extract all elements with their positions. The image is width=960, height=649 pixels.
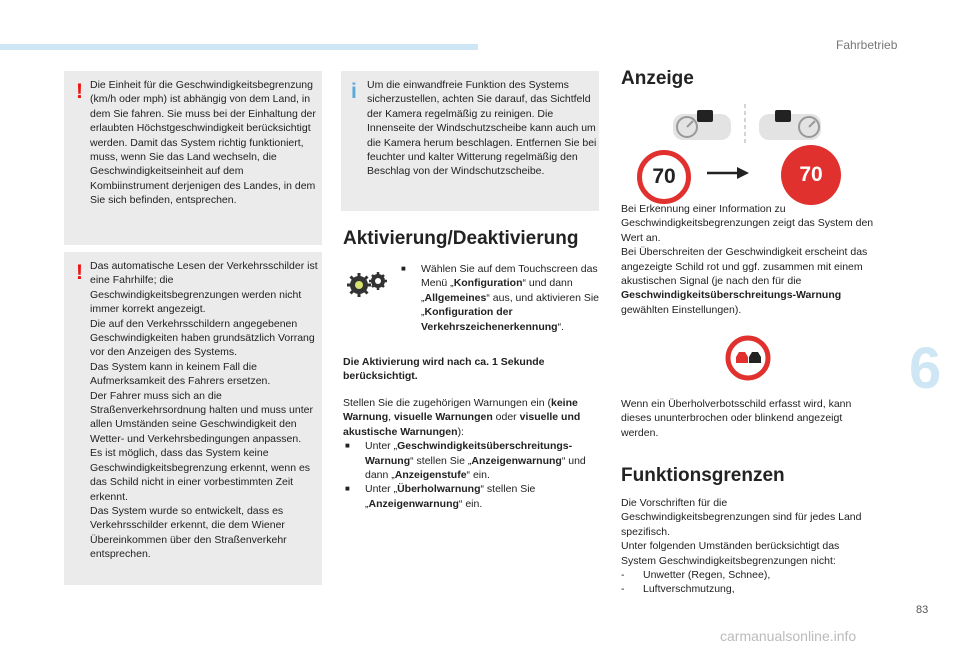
list-item: - Luftverschmutzung, <box>621 582 877 596</box>
activation-delay: Die Aktivierung wird nach ca. 1 Sekunde berücksichtigt. <box>343 356 545 383</box>
info-box-camera <box>341 71 599 211</box>
page-number: 83 <box>916 604 929 616</box>
paragraph: Bei Überschreiten der Geschwindigkeit erscheint das angezeigte Schild rot und ggf. zusammen mit einem akustischen Signal (je nach den für die Geschwindigkeitsüberschreitungs-Warnung gewählten Einstellungen). <box>621 246 868 316</box>
header-bar <box>0 44 478 50</box>
paragraph: Der Fahrer muss sich an die Straßenverkehrsordnung halten und muss unter allen Umständen seine Geschwindigkeit den Wetter- und Verkehrsbedingungen anpassen. <box>90 389 313 445</box>
list-item: - Unwetter (Regen, Schnee), <box>621 568 877 582</box>
paragraph: Die Vorschriften für die Geschwindigkeitsbegrenzungen sind für jedes Land spezifisch. <box>621 497 862 538</box>
info-text-camera: Um die einwandfreie Funktion des Systems sicherzustellen, achten Sie darauf, das Sichtfeld der Kamera regelmäßig zu reinigen. Die Innenseite der Windschutzscheibe kann auch um die Kamera herum beschlagen. Entfernen Sie bei feuchter und kalter Witterung regelmäßig den Beschlag von der Windschutzscheibe. <box>367 79 597 178</box>
no-overtaking-sign-icon <box>725 335 771 381</box>
paragraph: Unter folgenden Umständen berücksichtigt das System Geschwindigkeitsbegrenzungen nicht: <box>621 540 840 567</box>
heading-activation: Aktivierung/Deaktivierung <box>343 228 579 249</box>
paragraph: Das automatische Lesen der Verkehrsschilder ist eine Fahrhilfe; die Geschwindigkeitsbegrenzungen werden nicht immer korrekt angezeigt. <box>90 260 318 316</box>
speed-sign-exceeded-value: 70 <box>799 163 823 186</box>
chapter-tab <box>901 336 960 404</box>
section-title: Fahrbetrieb <box>836 38 898 52</box>
warning-box-reading <box>64 252 322 585</box>
warning-text-reading <box>90 259 320 562</box>
heading-display: Anzeige <box>621 68 694 89</box>
list-item: ■ Wählen Sie auf dem Touchscreen das Menü „Konfiguration“ und dann „Allgemeines“ aus, und aktivieren Sie „Konfiguration der Verkehrszeichenerkennung“. <box>399 262 599 334</box>
overtaking-description: Wenn ein Überholverbotsschild erfasst wird, kann dieses ununterbrochen oder blinkend angezeigt werden. <box>621 398 852 439</box>
list-item: ■ Unter „Geschwindigkeitsüberschreitungs-Warnung“ stellen Sie „Anzeigenwarnung“ und dann „Anzeigenstufe“ ein. <box>343 439 595 482</box>
paragraph: Bei Erkennung einer Information zu Geschwindigkeitsbegrenzungen zeigt das System den Wert an. <box>621 203 874 244</box>
warning-icon: ! <box>76 80 83 103</box>
settings-gears-icon <box>345 270 391 298</box>
paragraph: Stellen Sie die zugehörigen Warnungen ein (keine Warnung, visuelle Warnungen oder visuelle und akustische Warnungen): <box>343 397 581 438</box>
paragraph: Es ist möglich, dass das System keine Geschwindigkeitsbegrenzung erkennt, wenn es das Schild nicht in einer vorbestimmten Zeit erkennt. <box>90 447 311 503</box>
speed-sign-normal-value: 70 <box>652 165 676 188</box>
warning-icon: ! <box>76 261 83 284</box>
activation-step <box>399 262 599 334</box>
limits-description <box>621 496 877 597</box>
paragraph: Das System wurde so entwickelt, dass es Verkehrsschilder erkennt, die dem Wiener Übereinkommen über den Straßenverkehr entsprechen. <box>90 504 287 561</box>
heading-limits: Funktionsgrenzen <box>621 465 785 486</box>
warning-box-units <box>64 71 322 245</box>
watermark: carmanualsonline.info <box>720 628 857 644</box>
arrow-right-icon <box>707 166 749 180</box>
list-item: ■ Unter „Überholwarnung“ stellen Sie „Anzeigenwarnung“ ein. <box>343 482 595 511</box>
paragraph: Die auf den Verkehrsschildern angegebenen Geschwindigkeiten haben grundsätzlich Vorrang vor den Anzeigen des Systems. <box>90 317 315 359</box>
info-icon: i <box>351 80 357 103</box>
warning-text-units: Die Einheit für die Geschwindigkeitsbegrenzung (km/h oder mph) ist abhängig von dem Land, in dem Sie fahren. Sie muss bei der Einhaltung der erlaubten Höchstgeschwindigkeit berücksichtigt werden. Damit das System richtig funktioniert, muss, wenn Sie das Land wechseln, die Geschwindigkeitseinheit auf dem Kombiinstrument derjenigen des Landes, in dem Sie sich befinden, entsprechen. <box>90 79 316 207</box>
paragraph: Das System kann in keinem Fall die Aufmerksamkeit des Fahrers ersetzen. <box>90 360 271 388</box>
instrument-cluster-icon <box>665 104 835 146</box>
display-description <box>621 202 877 317</box>
warnings-setup <box>343 396 595 511</box>
chapter-number: 6 <box>909 336 942 401</box>
